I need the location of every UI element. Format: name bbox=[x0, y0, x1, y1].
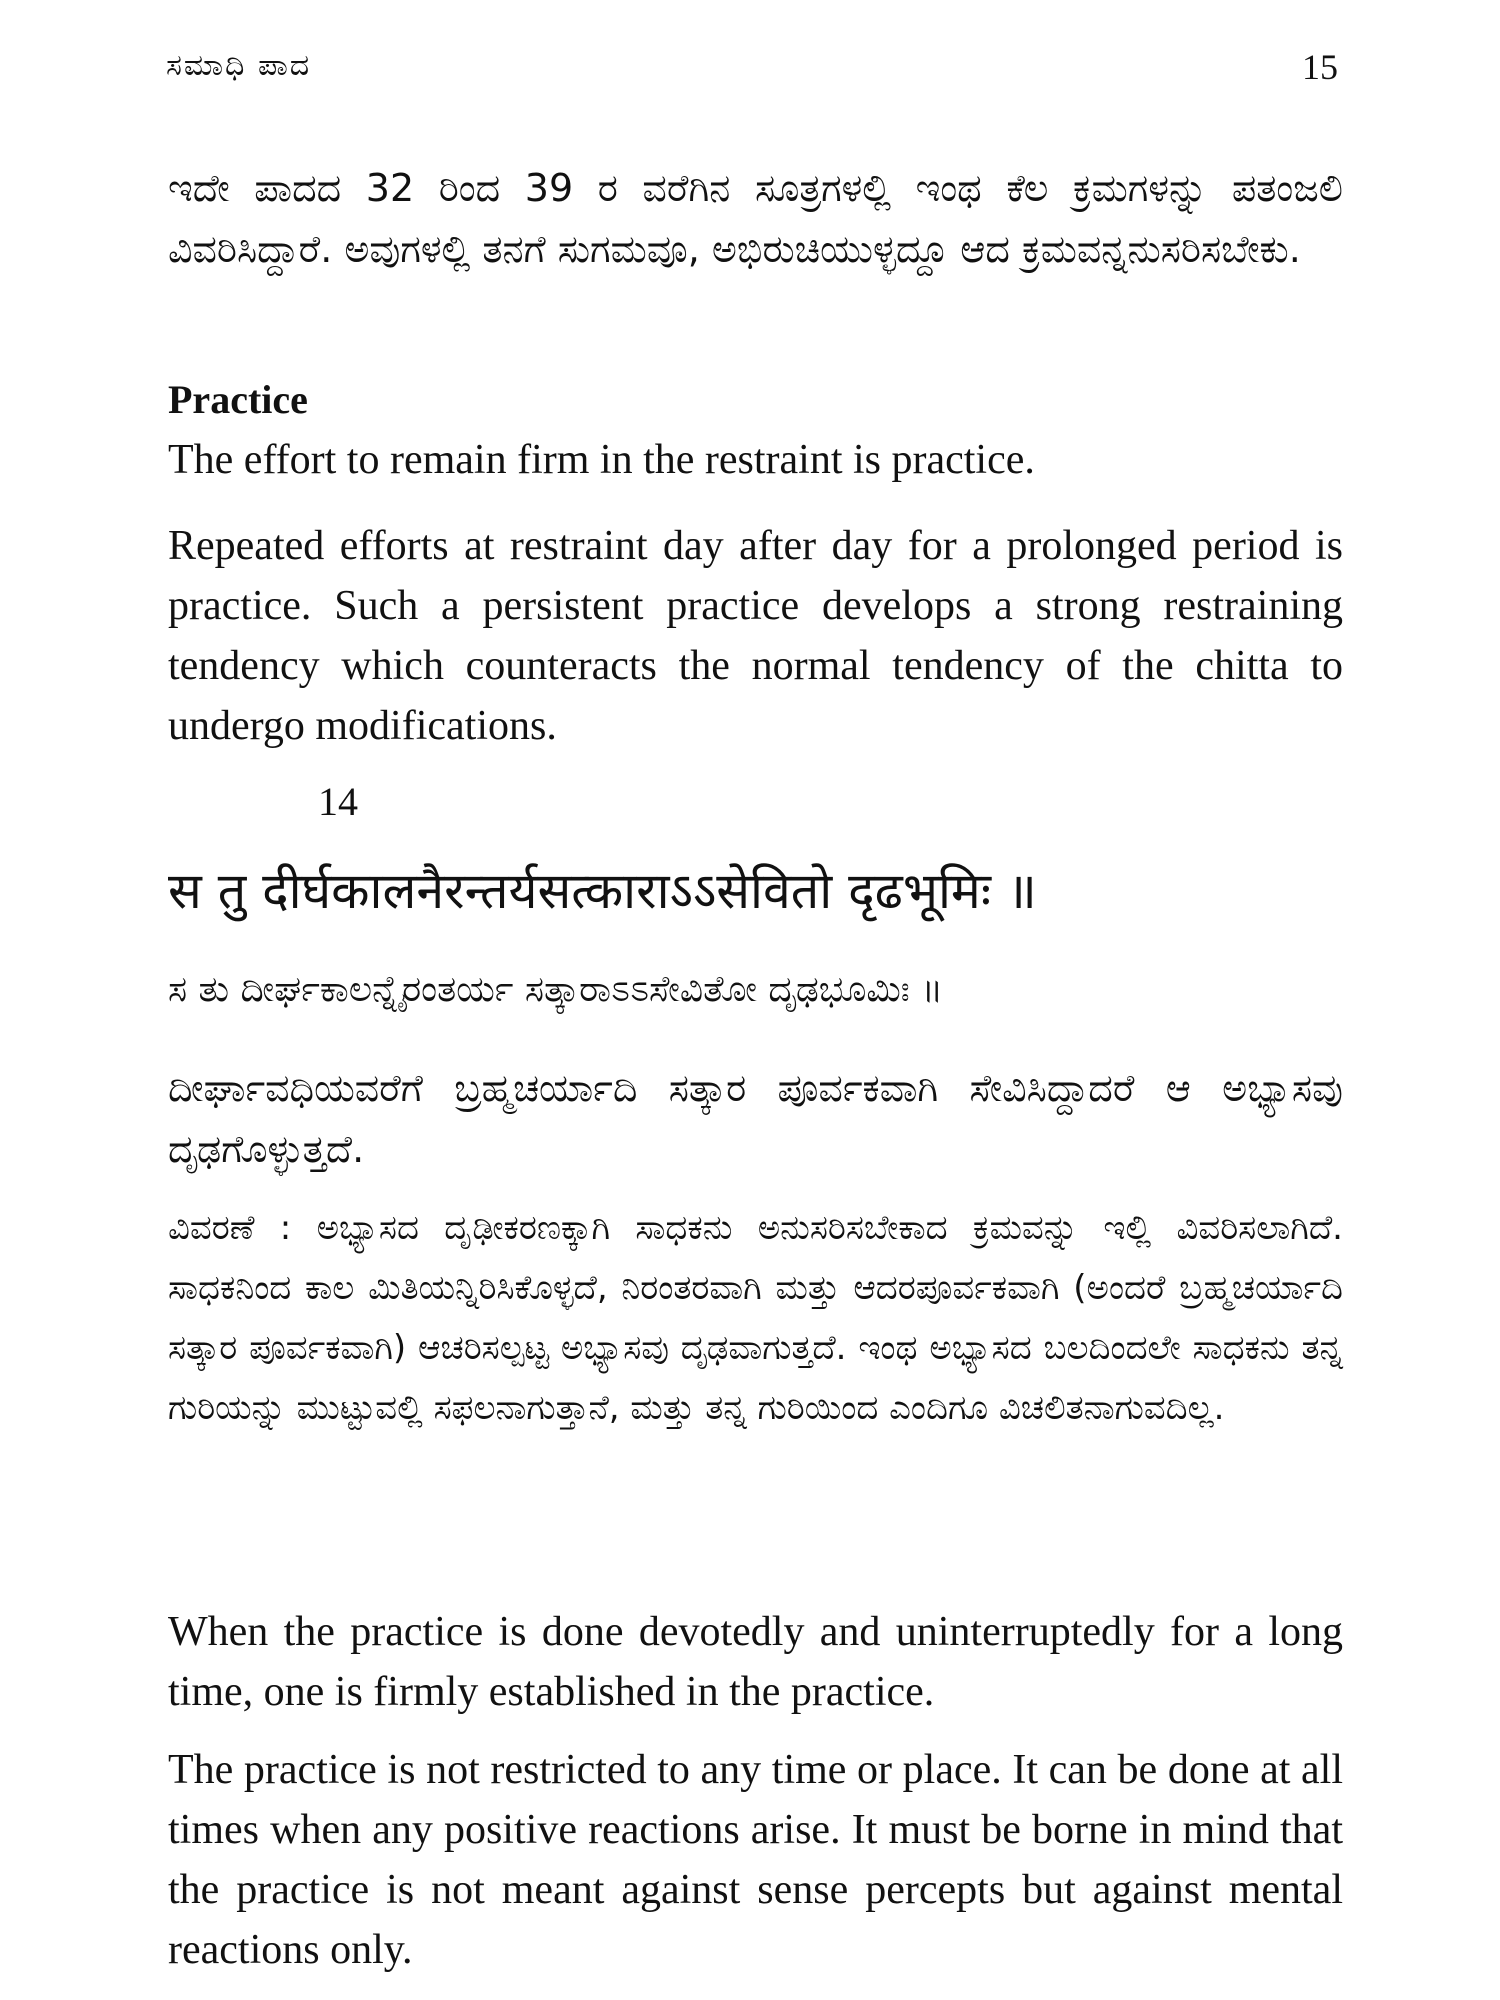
sutra-kannada-meaning: ದೀರ್ಘಾವಧಿಯವರೆಗೆ ಬ್ರಹ್ಮಚರ್ಯಾದಿ ಸತ್ಕಾರ ಪೂರ್ವಕವಾಗಿ ಸೇವಿಸಿದ್ದಾದರೆ ಆ ಅಭ್ಯಾಸವು ದೃಢಗೊಳ್ಳುತ್ತದೆ. bbox=[168, 1066, 1343, 1171]
sutra-english-paragraph-2: The practice is not restricted to any time or place. It can be done at all times when any positive reactions arise. It must be borne in mind that the practice is not meant against sense percepts but against mental reactions only. bbox=[168, 1747, 1343, 1973]
running-title: ಸಮಾಧಿ ಪಾದ bbox=[166, 48, 312, 83]
sutra-kannada-commentary: ವಿವರಣೆ : ಅಭ್ಯಾಸದ ದೃಢೀಕರಣಕ್ಕಾಗಿ ಸಾಧಕನು ಅನುಸರಿಸಬೇಕಾದ ಕ್ರಮವನ್ನು ಇಲ್ಲಿ ವಿವರಿಸಲಾಗಿದೆ. ಸಾಧಕನಿಂದ ಕಾಲ ಮಿತಿಯನ್ನಿರಿಸಿಕೊಳ್ಳದೆ, ನಿರಂತರವಾಗಿ ಮತ್ತು ಆದರಪೂರ್ವಕವಾಗಿ (ಅಂದರೆ ಬ್ರಹ್ಮಚರ್ಯಾದಿ ಸತ್ಕಾರ ಪೂರ್ವಕವಾಗಿ) ಆಚರಿಸಲ್ಪಟ್ಟ ಅಭ್ಯಾಸವು ದೃಢವಾಗುತ್ತದೆ. ಇಂಥ ಅಭ್ಯಾಸದ ಬಲದಿಂದಲೇ ಸಾಧಕನು ತನ್ನ ಗುರಿಯನ್ನು ಮುಟ್ಟುವಲ್ಲಿ ಸಫಲನಾಗುತ್ತಾನೆ, ಮತ್ತು ತನ್ನ ಗುರಿಯಿಂದ ಎಂದಿಗೂ ವಿಚಲಿತನಾಗುವದಿಲ್ಲ. bbox=[168, 1208, 1343, 1428]
practice-heading: Practice bbox=[168, 377, 308, 422]
page-number: 15 bbox=[1302, 47, 1338, 87]
sutra-number: 14 bbox=[318, 779, 358, 824]
sutra-kannada-transliteration: ಸ ತು ದೀರ್ಘಕಾಲನ್ನೈರಂತರ್ಯ ಸತ್ಕಾರಾಽಽಸೇವಿತೋ ದೃಢಭೂಮಿಃ ॥ bbox=[168, 969, 944, 1010]
practice-definition: The effort to remain firm in the restraint is practice. bbox=[168, 437, 1035, 483]
intro-kannada-paragraph: ಇದೇ ಪಾದದ 32 ರಿಂದ 39 ರ ವರೆಗಿನ ಸೂತ್ರಗಳಲ್ಲಿ ಇಂಥ ಕೆಲ ಕ್ರಮಗಳನ್ನು ಪತಂಜಲಿ ವಿವರಿಸಿದ್ದಾರೆ. ಅವುಗಳಲ್ಲಿ ತನಗೆ ಸುಗಮವೂ, ಅಭಿರುಚಿಯುಳ್ಳದ್ದೂ ಆದ ಕ್ರಮವನ್ನನುಸರಿಸಬೇಕು. bbox=[168, 166, 1343, 271]
sutra-english-paragraph-1: When the practice is done devotedly and uninterruptedly for a long time, one is firmly established in the practice. bbox=[168, 1609, 1343, 1715]
practice-explanation: Repeated efforts at restraint day after day for a prolonged period is practice. Such a persistent practice develops a strong restraining tendency which counteracts the normal tendency of the chitta to undergo modifications. bbox=[168, 523, 1343, 749]
sutra-devanagari: स तु दीर्घकालनैरन्तर्यसत्काराऽऽसेवितो दृढभूमिः ॥ bbox=[168, 862, 1037, 920]
